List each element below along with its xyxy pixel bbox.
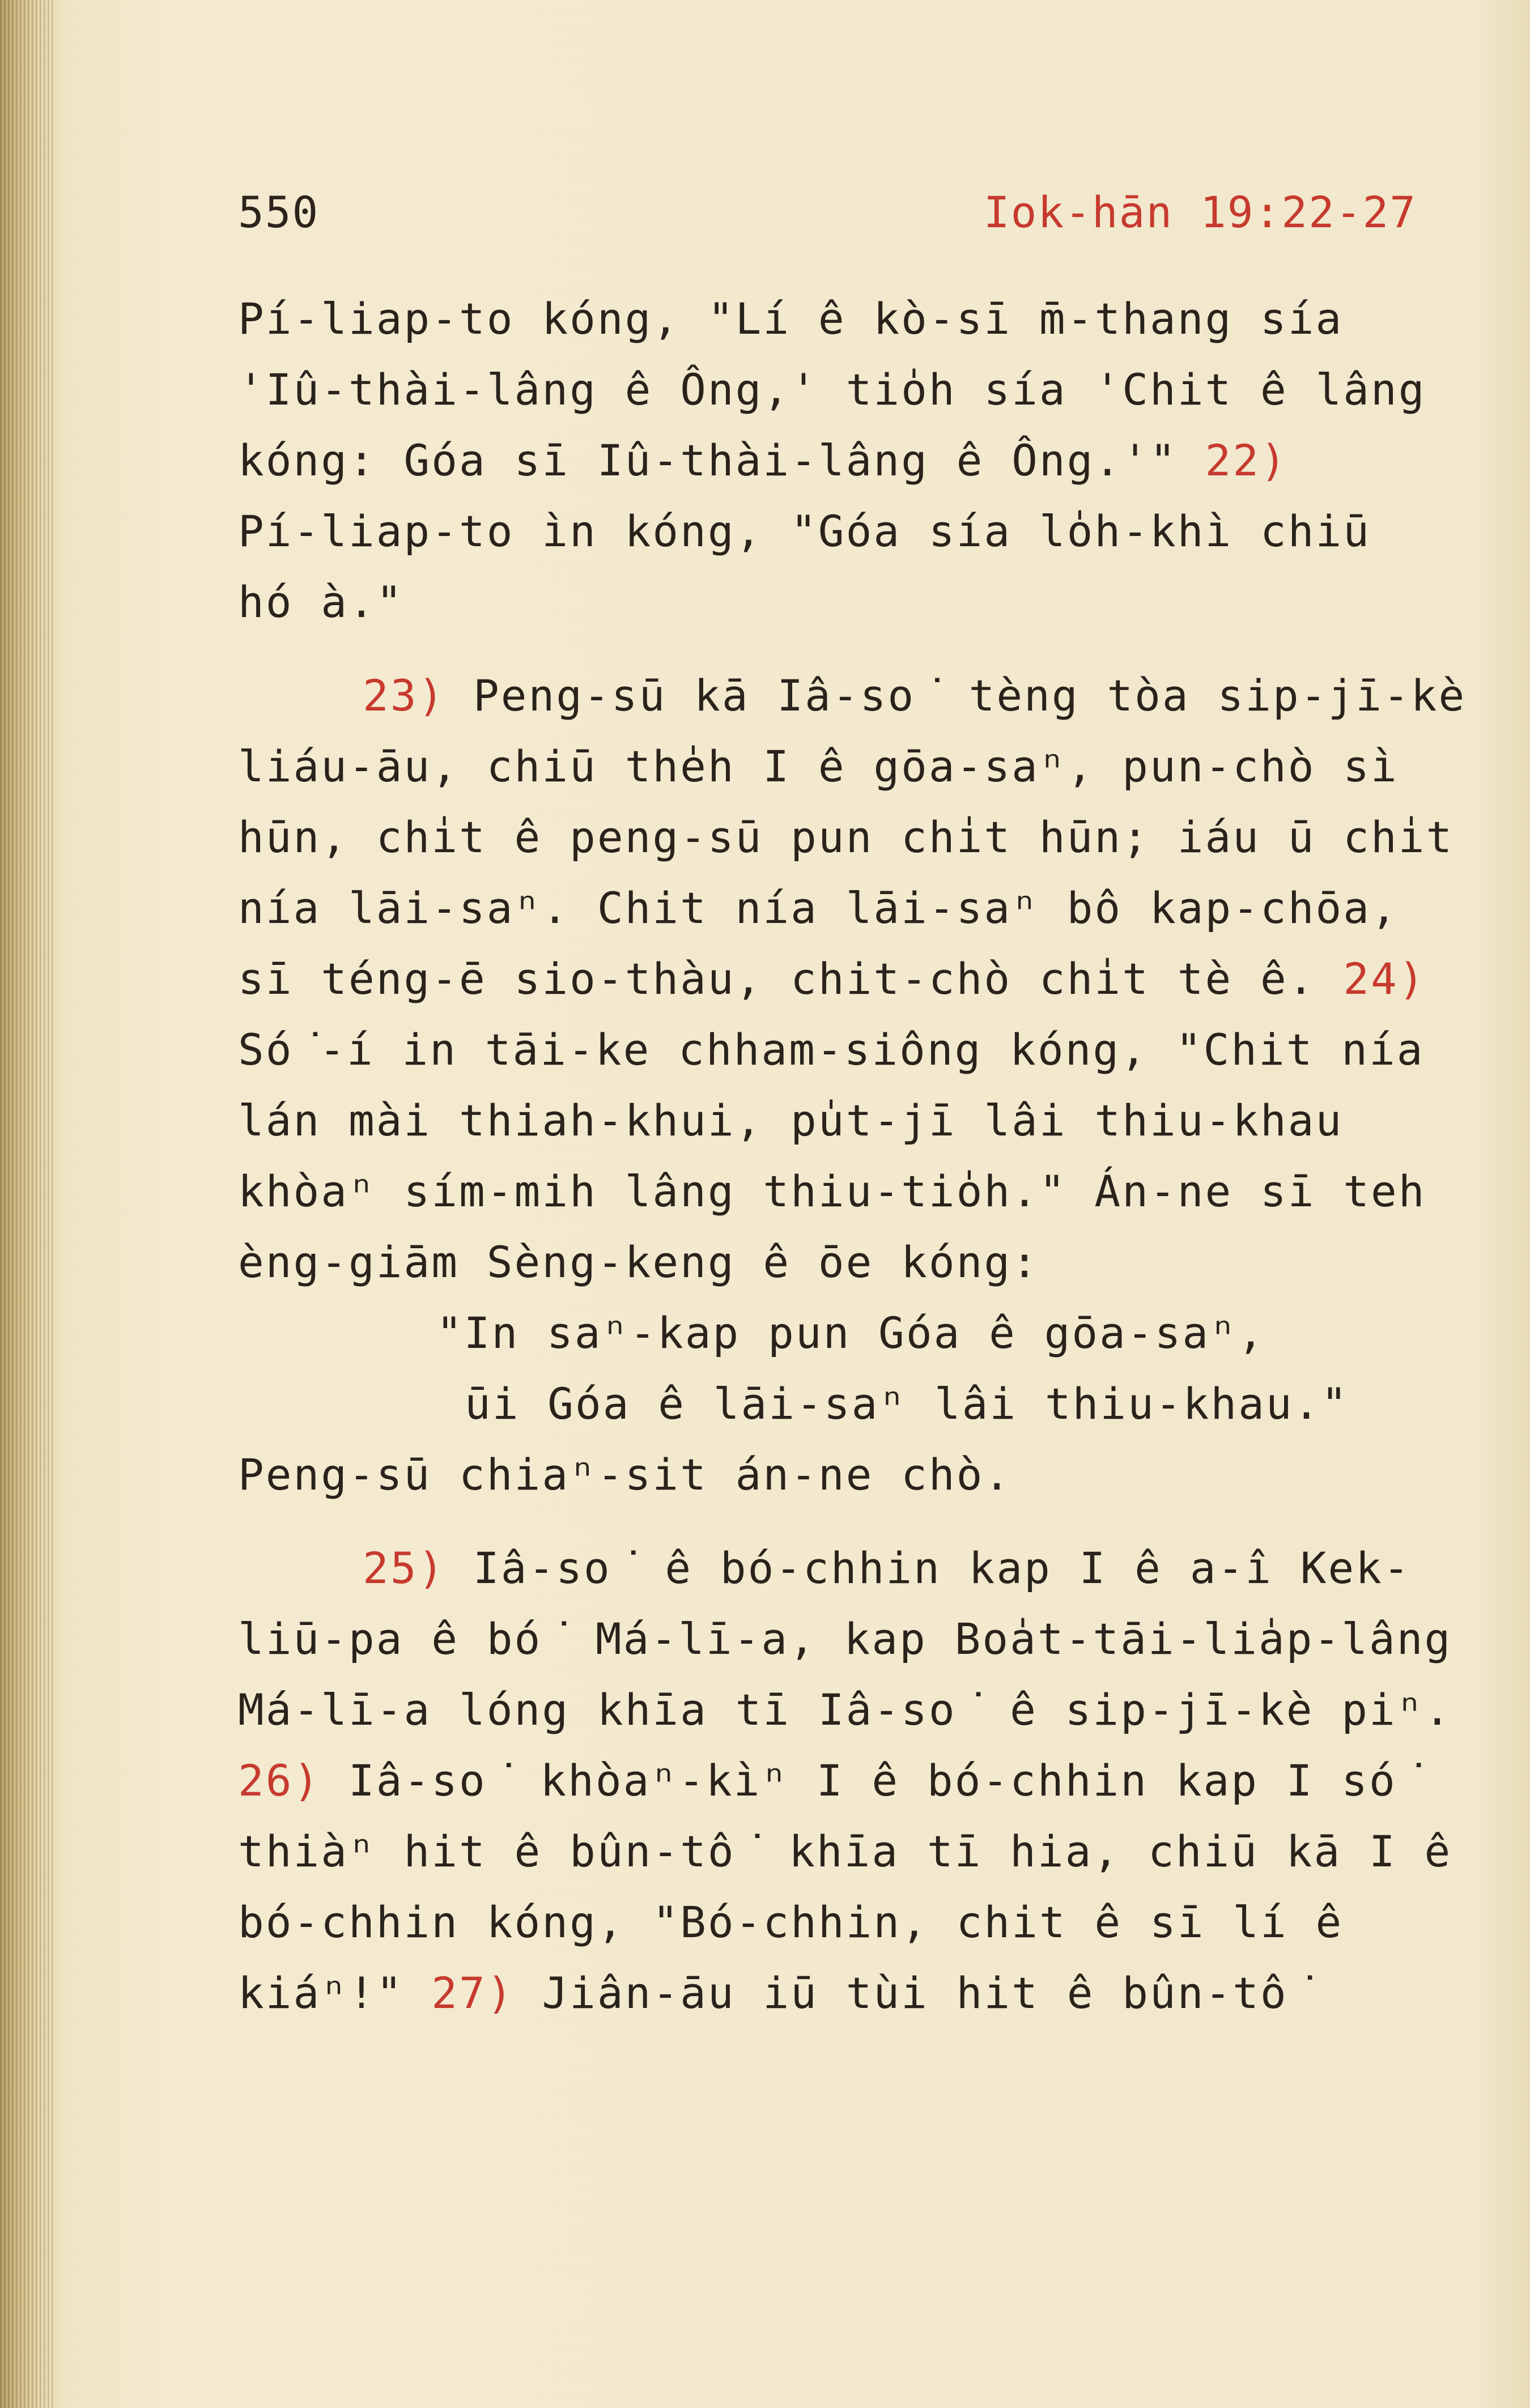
text-line [238, 354, 1485, 425]
quotation-line: "In saⁿ-kap pun Góa ê gōa-saⁿ, [436, 1308, 1265, 1358]
text-line [238, 943, 1485, 1014]
text-line [238, 1085, 1485, 1156]
verse-text: thiàⁿ hit ê bûn-tô͘ khīa tī hia, chiū kā I ê [238, 1826, 1452, 1877]
verse-text: èng-giām Sèng-keng ê ōe kóng: [238, 1237, 1039, 1287]
verse-text: Só͘-í in tāi-ke chham-siông kóng, "Chit nía [238, 1024, 1425, 1075]
text-line [238, 873, 1485, 943]
text-line [238, 1958, 1485, 2028]
verse-number: 22) [1205, 435, 1288, 486]
verse-text: khòaⁿ sím-mih lâng thiu-tio̍h." Án-ne sī teh [238, 1166, 1426, 1216]
text-line [238, 1887, 1485, 1958]
text-line [238, 1745, 1485, 1816]
quotation-line: ūi Góa ê lāi-saⁿ lâi thiu-khau." [465, 1379, 1349, 1429]
verse-text: 'Iû-thài-lâng ê Ông,' tio̍h sía 'Chit ê lâng [238, 364, 1426, 415]
verse-text: bó-chhin kóng, "Bó-chhin, chit ê sī lí ê [238, 1897, 1344, 1947]
text-line [238, 1816, 1485, 1887]
text-line [238, 1533, 1485, 1603]
text-line [238, 1014, 1485, 1085]
text-body [238, 283, 1485, 2028]
text-line [238, 1674, 1485, 1745]
verse-text: Iâ-so͘ khòaⁿ-kìⁿ I ê bó-chhin kap I só͘ [321, 1755, 1423, 1806]
verse-text: hó à." [238, 577, 404, 627]
text-line [238, 567, 1485, 637]
text-line [238, 1227, 1485, 1297]
verse-number: 24) [1343, 954, 1426, 1004]
verse-number: 25) [363, 1543, 446, 1593]
verse-number: 26) [238, 1755, 321, 1806]
page-number: 550 [238, 187, 320, 237]
running-head: Iok-hān 19:22-27 [983, 187, 1417, 237]
paragraph-1 [238, 283, 1485, 637]
paragraph-2 [238, 660, 1485, 1510]
text-line [238, 496, 1485, 567]
page-edge-binding [0, 0, 54, 2408]
text-line [238, 1603, 1485, 1674]
verse-text: nía lāi-saⁿ. Chit nía lāi-saⁿ bô kap-chōa, [238, 883, 1399, 933]
verse-text: Má-lī-a lóng khīa tī Iâ-so͘ ê sip-jī-kè piⁿ. [238, 1684, 1452, 1735]
verse-text: kóng: Góa sī Iû-thài-lâng ê Ông.'" [238, 435, 1205, 486]
text-line [238, 731, 1485, 802]
paragraph-3 [238, 1533, 1485, 2028]
verse-text: liáu-āu, chiū the̍h I ê gōa-saⁿ, pun-chò sì [238, 741, 1399, 792]
text-line [238, 425, 1485, 496]
verse-text: Pí-liap-to ìn kóng, "Góa sía lo̍h-khì chiū [238, 506, 1371, 556]
text-line [238, 802, 1485, 873]
verse-text: Peng-sū kā Iâ-so͘ tèng tòa sip-jī-kè [445, 670, 1467, 721]
verse-text: Iâ-so͘ ê bó-chhin kap I ê a-î Kek- [445, 1543, 1411, 1593]
verse-text: liū-pa ê bó͘ Má-lī-a, kap Boa̍t-tāi-lia̍p-lâng [238, 1614, 1452, 1664]
verse-text: Pí-liap-to kóng, "Lí ê kò-sī m̄-thang sía [238, 293, 1344, 344]
verse-text: Jiân-āu iū tùi hit ê bûn-tô͘ [514, 1968, 1314, 2018]
text-line [238, 660, 1485, 731]
text-line [238, 1156, 1485, 1227]
verse-text: sī téng-ē sio-thàu, chit-chò chi̍t tè ê. [238, 954, 1344, 1004]
verse-text: lán mài thiah-khui, pu̍t-jī lâi thiu-khau [238, 1095, 1344, 1146]
verse-number: 27) [431, 1968, 515, 2018]
text-line: Peng-sū chiaⁿ-sit án-ne chò. [238, 1449, 1012, 1500]
verse-text: hūn, chi̍t ê peng-sū pun chi̍t hūn; iáu ū chi̍t [238, 812, 1454, 862]
verse-number: 23) [363, 670, 446, 721]
text-line [238, 283, 1485, 354]
verse-text: kiáⁿ!" [238, 1968, 432, 2018]
